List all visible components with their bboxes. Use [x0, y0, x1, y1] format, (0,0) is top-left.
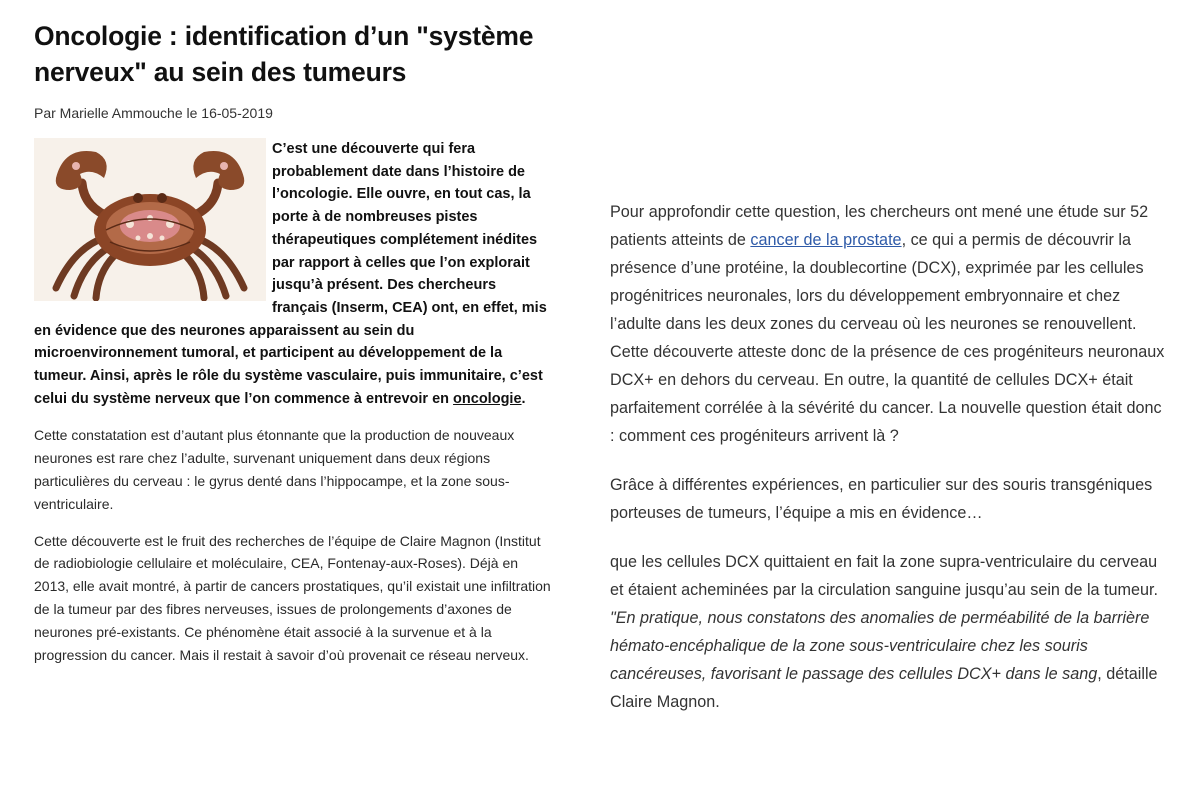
paragraph-experiences: Grâce à différentes expériences, en particulier sur des souris transgéniques porteuses de tumeurs, l’équipe a mis en évidence… — [610, 476, 1153, 522]
cellules-text: que les cellules DCX quittaient en fait la zone supra-ventriculaire du cerveau et étaient acheminées par la circulation sanguine jusqu’au sein de la tumeur. — [610, 553, 1159, 599]
paragraph-decouverte: Cette découverte est le fruit des recherches de l’équipe de Claire Magnon (Institut de radiobiologie cellulaire et moléculaire, CEA, Fontenay-aux-Roses). Déjà en 2013, elle avait montré, à partir de cancers prostatiques, qu’il existait une infiltration de la tumeur par des fibres nerveuses, issues de prolongements d’axones de neurones pré-existants. Ce phénomène était associé à la survenue et à la progression du cancer. Mais il restait à savoir d’où provenait ce réseau nerveux. — [34, 532, 551, 663]
paragraph-constatation: Cette constatation est d’autant plus étonnante que la production de nouveaux neurones est rare chez l’adulte, survenant uniquement dans deux régions particulières du cerveau : le gyrus denté dans l’hippocampe, et la zone sous-ventriculaire. — [34, 427, 515, 512]
right-column — [610, 198, 1166, 716]
article-lead — [34, 138, 554, 410]
paragraph-cellules — [610, 548, 1166, 716]
left-column — [34, 18, 554, 666]
article-title: Oncologie : identification d’un "système nerveux" au sein des tumeurs — [34, 21, 534, 87]
cellules-end: , détaille Claire Magnon. — [610, 665, 1158, 711]
lead-text: C’est une découverte qui fera probablement date dans l’histoire de l’oncologie. Elle ouvre, en tout cas, la porte à de nombreuses pistes thérapeutiques complétement inédites par rapport à celles que l’on explorait jusqu’à présent. Des chercheurs français (Inserm, CEA) ont, en effet, mis en évidence que des neurones apparaissent au sein du microenvironnement tumoral, et participent au développement de la tumeur. Ainsi, après le rôle du système vasculaire, puis immunitaire, c’est celui du système nerveux que l’on commence à entrevoir en — [34, 141, 547, 407]
magnon-quote: "En pratique, nous constatons des anomalies de perméabilité de la barrière hémato-encéphalique de la zone sous-ventriculaire chez les souris cancéreuses, favorisant le passage des cellules DCX+ dans le sang — [610, 609, 1150, 683]
crab-icon — [34, 138, 266, 301]
cancer-prostate-link[interactable]: cancer de la prostate — [750, 231, 902, 249]
lead-end: . — [521, 390, 526, 407]
approfondir-rest: , ce qui a permis de découvrir la présence d’une protéine, la doublecortine (DCX), exprimée par les cellules progénitrices neuronales, lors du développement embryonnaire et chez l’adulte dans les deux zones du cerveau où les neurones se renouvellent. Cette découverte atteste donc de la présence de ces progéniteurs neuronaux DCX+ en dehors du cerveau. En outre, la quantité de cellules DCX+ était parfaitement corrélée à la sévérité du cancer. La nouvelle question était donc : comment ces progéniteurs arrivent là ? — [610, 231, 1165, 445]
crab-illustration — [34, 138, 266, 301]
paragraph-approfondir — [610, 198, 1166, 450]
article-byline: Par Marielle Ammouche le 16-05-2019 — [34, 105, 273, 121]
approfondir-text: Pour approfondir cette question, les chercheurs ont mené une étude sur 52 patients atteints de — [610, 203, 1149, 249]
oncologie-link[interactable]: oncologie — [453, 390, 522, 407]
